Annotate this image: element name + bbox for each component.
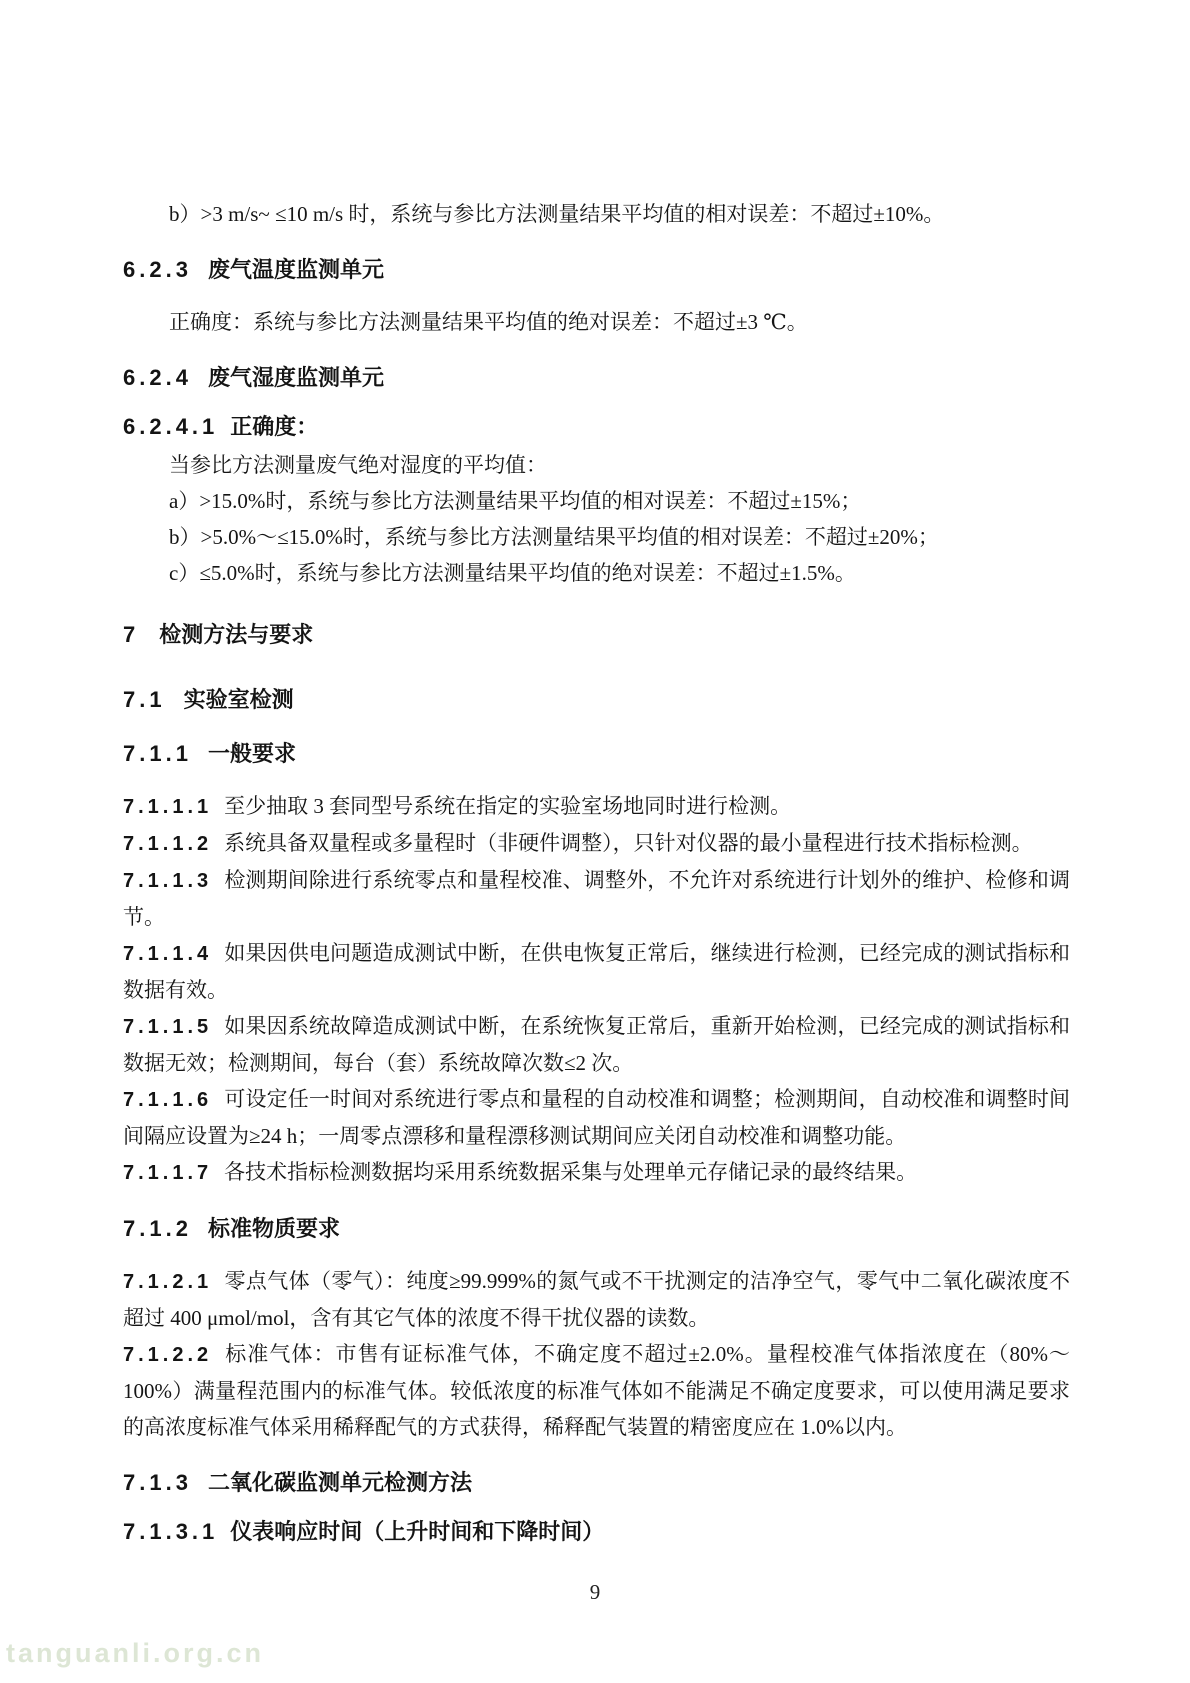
paragraph-text: 当参比方法测量废气绝对湿度的平均值：: [169, 453, 547, 477]
clause-number: 7.1.1.7: [123, 1162, 213, 1184]
numbered-paragraph: [123, 862, 1070, 935]
section-title: 废气温度监测单元: [207, 257, 384, 282]
section-heading: [123, 1214, 1070, 1244]
section-number: 7.1.1: [123, 741, 192, 766]
paragraph-text: b）>3 m/s~ ≤10 m/s 时，系统与参比方法测量结果平均值的相对误差：不超过±10%。: [169, 202, 945, 226]
clause-item: [123, 519, 1070, 555]
numbered-paragraph: [123, 825, 1070, 862]
section-number: 6.2.3: [123, 257, 192, 282]
section-title: 正确度：: [230, 414, 319, 439]
numbered-paragraph: [123, 1336, 1070, 1445]
section-heading: [123, 739, 1070, 769]
paragraph-text: 如果因系统故障造成测试中断，在系统恢复正常后，重新开始检测，已经完成的测试指标和数据无效；检测期间，每台（套）系统故障次数≤2 次。: [123, 1014, 1070, 1075]
section-number: 6.2.4.1: [123, 414, 219, 439]
section-title: 仪表响应时间（上升时间和下降时间）: [230, 1519, 605, 1544]
section-title: 二氧化碳监测单元检测方法: [207, 1470, 472, 1495]
paragraph-text: 至少抽取 3 套同型号系统在指定的实验室场地同时进行检测。: [224, 794, 792, 818]
paragraph-text: b）>5.0%～≤15.0%时，系统与参比方法测量结果平均值的相对误差：不超过±20%；: [169, 525, 939, 549]
section-heading: [123, 412, 1070, 442]
paragraph-text: c）≤5.0%时，系统与参比方法测量结果平均值的绝对误差：不超过±1.5%。: [169, 561, 856, 585]
section-title: 标准物质要求: [207, 1216, 340, 1241]
section-heading: [123, 1517, 1070, 1547]
clause-number: 7.1.1.1: [123, 796, 213, 818]
clause-number: 7.1.2.1: [123, 1271, 213, 1293]
section-number: 6.2.4: [123, 365, 192, 390]
paragraph: [123, 447, 1070, 483]
paragraph-text: 可设定任一时间对系统进行零点和量程的自动校准和调整；检测期间，自动校准和调整时间间隔应设置为≥24 h；一周零点漂移和量程漂移测试期间应关闭自动校准和调整功能。: [123, 1087, 1070, 1148]
numbered-paragraph: [123, 1154, 1070, 1191]
section-heading: [123, 619, 1070, 651]
numbered-paragraph: [123, 935, 1070, 1008]
clause-number: 7.1.1.6: [123, 1089, 213, 1111]
clause-item: [123, 555, 1070, 591]
section-title: 检测方法与要求: [159, 622, 314, 647]
section-number: 7.1.3.1: [123, 1519, 219, 1544]
document-body: [123, 0, 1070, 1552]
clause-number: 7.1.1.2: [123, 833, 213, 855]
section-title: 一般要求: [207, 741, 296, 766]
clause-item: [123, 196, 1070, 232]
numbered-paragraph: [123, 1081, 1070, 1154]
paragraph-text: 各技术指标检测数据均采用系统数据采集与处理单元存储记录的最终结果。: [224, 1160, 918, 1184]
section-title: 废气湿度监测单元: [207, 365, 384, 390]
paragraph-text: 正确度：系统与参比方法测量结果平均值的绝对误差：不超过±3 ℃。: [169, 310, 808, 334]
watermark-text: tanguanli.org.cn: [6, 1638, 265, 1668]
clause-number: 7.1.1.3: [123, 870, 213, 892]
page-number: 9: [589, 1580, 601, 1604]
section-number: 7: [123, 622, 140, 647]
section-number: 7.1.2: [123, 1216, 192, 1241]
section-heading: [123, 1468, 1070, 1498]
paragraph: [123, 304, 1070, 340]
section-number: 7.1: [123, 687, 166, 712]
section-number: 7.1.3: [123, 1470, 192, 1495]
numbered-paragraph: [123, 788, 1070, 825]
paragraph-text: 系统具备双量程或多量程时（非硬件调整），只针对仪器的最小量程进行技术指标检测。: [224, 831, 1033, 855]
clause-number: 7.1.1.5: [123, 1016, 213, 1038]
section-heading: [123, 363, 1070, 393]
paragraph-text: 零点气体（零气）：纯度≥99.999%的氮气或不干扰测定的洁净空气，零气中二氧化碳浓度不超过 400 μmol/mol，含有其它气体的浓度不得干扰仪器的读数。: [123, 1269, 1070, 1330]
clause-number: 7.1.2.2: [123, 1344, 213, 1366]
clause-item: [123, 483, 1070, 519]
section-heading: [123, 255, 1070, 285]
paragraph-text: 检测期间除进行系统零点和量程校准、调整外，不允许对系统进行计划外的维护、检修和调节。: [123, 868, 1070, 929]
numbered-paragraph: [123, 1263, 1070, 1336]
clause-number: 7.1.1.4: [123, 943, 213, 965]
paragraph-text: 标准气体：市售有证标准气体，不确定度不超过±2.0%。量程校准气体指浓度在（80%～100%）满量程范围内的标准气体。较低浓度的标准气体如不能满足不确定度要求，可以使用满足要求的高浓度标准气体采用稀释配气的方式获得，稀释配气装置的精密度应在 1.0%以内。: [123, 1342, 1070, 1439]
numbered-paragraph: [123, 1008, 1070, 1081]
paragraph-text: a）>15.0%时，系统与参比方法测量结果平均值的相对误差：不超过±15%；: [169, 489, 862, 513]
section-heading: [123, 684, 1070, 716]
section-title: 实验室检测: [183, 687, 294, 712]
paragraph-text: 如果因供电问题造成测试中断，在供电恢复正常后，继续进行检测，已经完成的测试指标和数据有效。: [123, 941, 1070, 1002]
